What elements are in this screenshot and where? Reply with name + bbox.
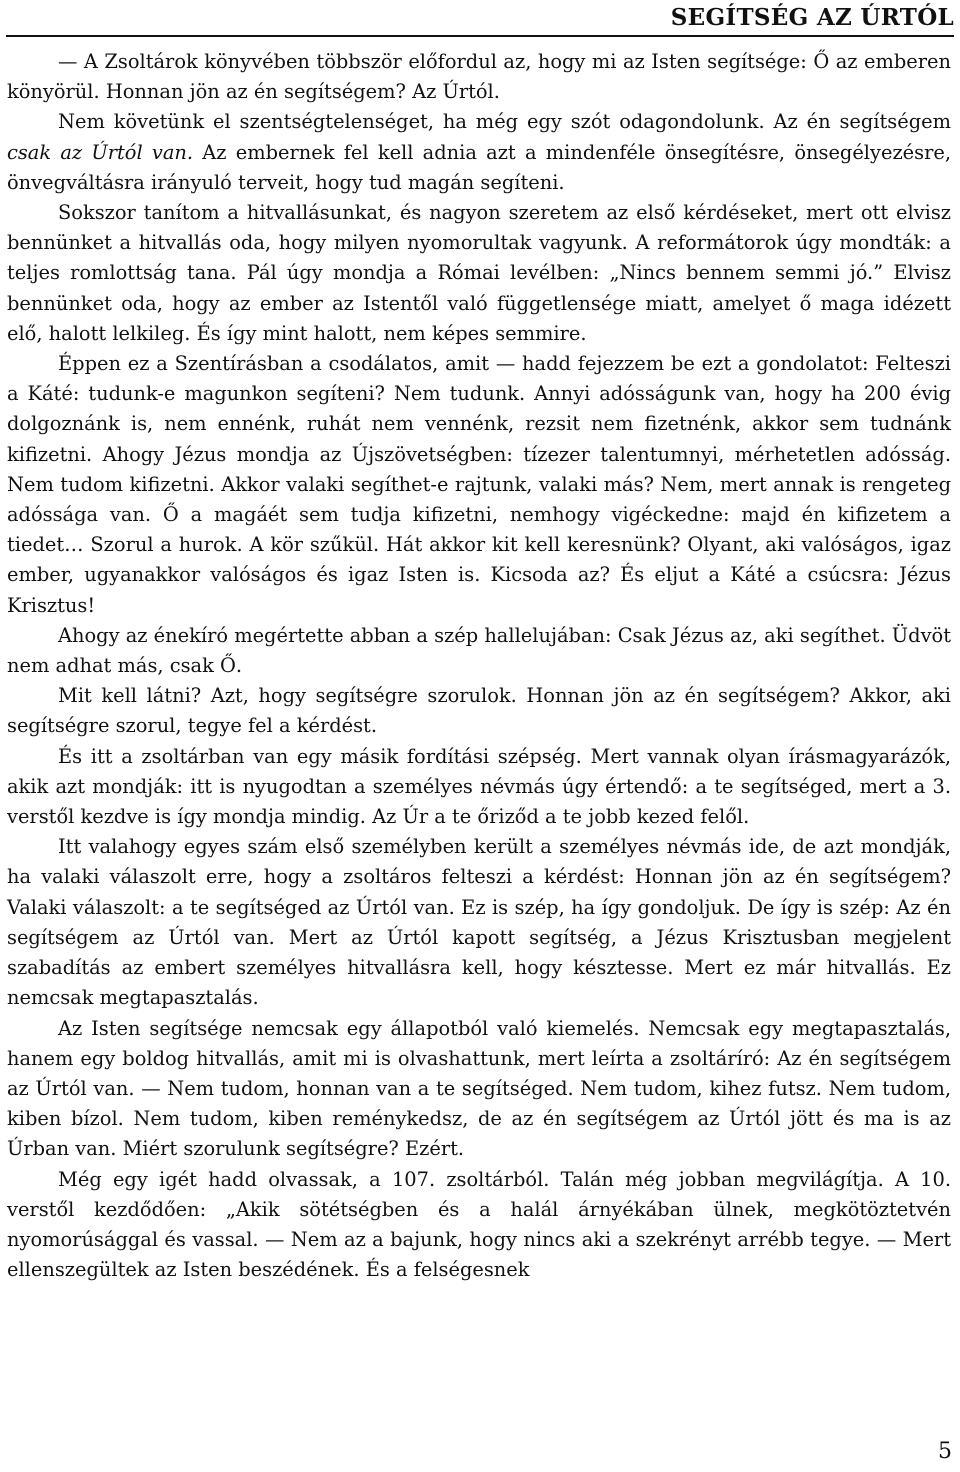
paragraph-2-emphasis: csak az Úrtól van. [7, 140, 194, 164]
paragraph-1: — A Zsoltárok könyvében többször előfordul az, hogy mi az Isten segítsége: Ő az emberen könyörül. Honnan jön az én segítségem? Az Úrtól. [7, 50, 951, 104]
paragraph-2-text-a: Nem követünk el szentségtelenséget, ha még egy szót odagondolunk. Az én segítségem [58, 110, 951, 134]
paragraph-4: Éppen ez a Szentírásban a csodálatos, amit — hadd fejezzem be ezt a gondolatot: Felteszi a Káté: tudunk-e magunkon segíteni? Nem tudunk. Annyi adósságunk van, hogy ha 200 évig dolgoznánk is, nem ennénk, ruhát nem vennénk, rezsit nem fizetnénk, akkor sem tudnánk kifizetni. Ahogy Jézus mondja az Újszövetségben: tízezer talentumnyi, mérhetetlen adósság. Nem tudom kifizetni. Akkor valaki segíthet-e rajtunk, valaki más? Nem, mert annak is rengeteg adóssága van. Ő a magáét sem tudja kifizetni, nemhogy vigéckedne: majd én kifizetem a tiedet… Szorul a hurok. A kör szűkül. Hát akkor kit kell keresnünk? Olyant, aki valóságos, igaz ember, ugyanakkor valóságos és igaz Isten is. Kicsoda az? És eljut a Káté a csúcsra: Jézus Krisztus! [7, 352, 951, 617]
paragraph-8: Itt valahogy egyes szám első személyben került a személyes névmás ide, de azt mondják, ha valaki válaszolt erre, hogy a zsoltáros felteszi a kérdést: Honnan jön az én segítségem? Valaki válaszolt: a te segítséged az Úrtól van. Ez is szép, ha így gondoljuk. De így is szép: Az én segítségem az Úrtól van. Mert az Úrtól kapott segítség, a Jézus Krisztusban megjelent szabadítás az embert személyes hitvallásra kell, hogy késztesse. Mert ez már hitvallás. Ez nemcsak megtapasztalás. [7, 835, 951, 1010]
paragraph-7: És itt a zsoltárban van egy másik fordítási szépség. Mert vannak olyan írásmagyarázók, akik azt mondják: itt is nyugodtan a személyes névmás úgy értendő: a te segítséged, mert a 3. verstől kezdve is így mondja mindig. Az Úr a te őriződ a te jobb kezed felől. [7, 744, 951, 829]
paragraph-2-text-b: Az embernek fel kell adnia azt a mindenféle önsegítésre, önsegélyezésre, önvegváltásra irányuló terveit, hogy tud magán segíteni. [7, 140, 951, 194]
page-number: 5 [938, 1439, 952, 1464]
running-header: SEGÍTSÉG AZ ÚRTÓL [670, 4, 954, 31]
paragraph-2 [7, 107, 951, 198]
paragraph-3: Sokszor tanítom a hitvallásunkat, és nagyon szeretem az első kérdéseket, mert ott elvisz bennünket a hitvallás oda, hogy milyen nyomorultak vagyunk. A reformátorok úgy mondták: a teljes romlottság tana. Pál úgy mondja a Római levélben: „Nincs bennem semmi jó.” Elvisz bennünket oda, hogy az ember az Istentől való függetlensége miatt, amelyet ő maga idézett elő, halott lelkileg. És így mint halott, nem képes semmire. [7, 201, 951, 345]
paragraph-5: Ahogy az énekíró megértette abban a szép hallelujában: Csak Jézus az, aki segíthet. Üdvöt nem adhat más, csak Ő. [7, 623, 951, 678]
header-rule [6, 35, 954, 37]
paragraph-9: Az Isten segítsége nemcsak egy állapotból való kiemelés. Nemcsak egy megtapasztalás, hanem egy boldog hitvallás, amit mi is olvashattunk, mert leírta a zsoltáríró: Az én segítségem az Úrtól van. — Nem tudom, honnan van a te segítséged. Nem tudom, kihez futsz. Nem tudom, kiben bízol. Nem tudom, kiben reménykedsz, de az én segítségem az Úrtól jött és ma is az Úrban van. Miért szorulunk segítségre? Ezért. [7, 1016, 951, 1161]
paragraph-6: Mit kell látni? Azt, hogy segítségre szorulok. Honnan jön az én segítségem? Akkor, aki segítségre szorul, tegye fel a kérdést. [7, 684, 951, 738]
page-body [7, 40, 951, 1285]
paragraph-10: Még egy igét hadd olvassak, a 107. zsoltárból. Talán még jobban megvilágítja. A 10. verstől kezdődően: „Akik sötétségben és a halál árnyékában ülnek, megkötöztetvén nyomorúsággal és vassal. — Nem az a bajunk, hogy nincs aki a szekrényt arrébb tegye. — Mert ellenszegültek az Isten beszédének. És a felségesnek [7, 1167, 951, 1282]
